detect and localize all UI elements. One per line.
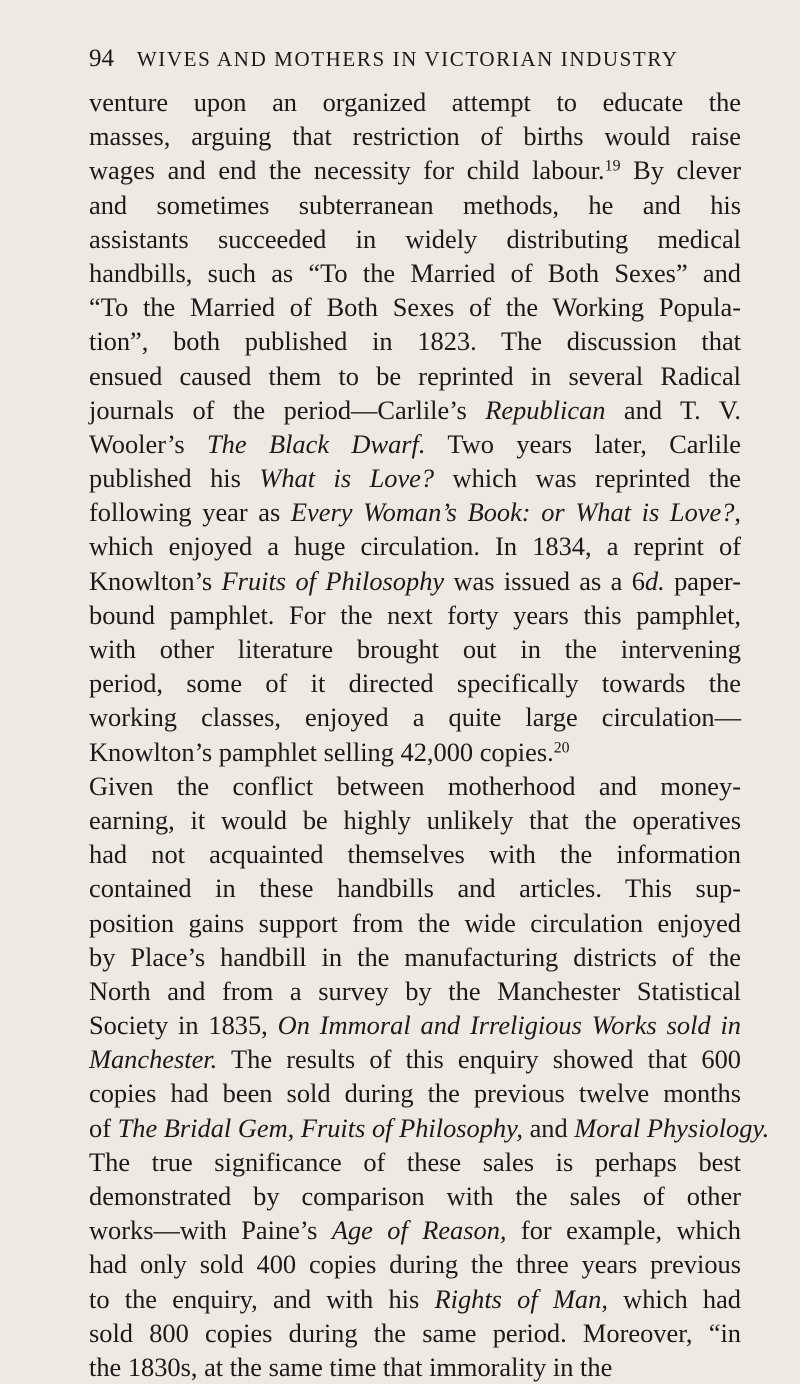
text-segment: North and from a survey by the Manchester Statistical bbox=[89, 975, 741, 1006]
text-segment: which enjoyed a huge circulation. In 1834, a reprint of bbox=[89, 531, 741, 562]
text-segment: published his bbox=[89, 463, 260, 494]
text-line bbox=[89, 632, 741, 666]
text-segment: Given the conflict between motherhood and money- bbox=[89, 770, 741, 801]
text-segment: period, some of it directed specifically towards the bbox=[89, 668, 741, 699]
footnote-ref: 20 bbox=[553, 738, 570, 756]
text-line bbox=[89, 1111, 770, 1145]
running-title: WIVES AND MOTHERS IN VICTORIAN INDUSTRY bbox=[136, 47, 679, 71]
text-line bbox=[89, 290, 741, 324]
text-segment: works—with Paine’s bbox=[89, 1215, 332, 1246]
text-line bbox=[89, 1350, 741, 1384]
text-segment: , bbox=[734, 497, 741, 528]
text-segment: Wooler’s bbox=[89, 428, 207, 459]
text-line bbox=[89, 1316, 741, 1350]
text-segment: for example, which bbox=[506, 1215, 741, 1246]
text-line bbox=[89, 769, 741, 803]
text-line bbox=[89, 1042, 741, 1076]
italic-title: The Black Dwarf. bbox=[207, 428, 426, 459]
text-line bbox=[89, 461, 741, 495]
text-segment: “To the Married of Both Sexes of the Working Popula- bbox=[89, 292, 741, 323]
text-line bbox=[89, 700, 741, 734]
italic-title: Moral Physiology. bbox=[574, 1112, 770, 1143]
text-line bbox=[89, 940, 741, 974]
italic-title: Manchester. bbox=[89, 1044, 218, 1075]
italic-title: Age of Reason, bbox=[331, 1215, 507, 1246]
text-segment: The results of this enquiry showed that 600 bbox=[217, 1044, 741, 1075]
text-line bbox=[89, 598, 741, 632]
italic-title: What is Love? bbox=[259, 463, 435, 494]
text-line bbox=[89, 222, 741, 256]
text-segment: had not acquainted themselves with the information bbox=[89, 839, 741, 870]
italic-title: Republican bbox=[485, 394, 606, 425]
text-segment: which was reprinted the bbox=[434, 463, 741, 494]
text-segment: ensued caused them to be reprinted in several Radical bbox=[89, 360, 741, 391]
text-segment: of bbox=[89, 1112, 118, 1143]
text-segment: which had bbox=[607, 1283, 741, 1314]
text-segment: working classes, enjoyed a quite large circulation— bbox=[89, 702, 741, 733]
text-segment: By clever bbox=[620, 155, 741, 186]
text-segment: had only sold 400 copies during the three years previous bbox=[89, 1249, 741, 1280]
text-line bbox=[89, 1145, 741, 1179]
text-segment: and sometimes subterranean methods, he and his bbox=[89, 189, 741, 220]
italic-title: Every Woman’s Book: or What is Love? bbox=[290, 497, 735, 528]
text-segment: Knowlton’s pamphlet selling 42,000 copies. bbox=[89, 736, 554, 767]
text-segment: with other literature brought out in the intervening bbox=[89, 634, 741, 664]
text-segment: following year as bbox=[89, 497, 291, 528]
text-segment: Society in 1835, bbox=[89, 1010, 278, 1041]
italic-title: The Bridal Gem, Fruits of Philosophy, bbox=[117, 1112, 523, 1143]
text-line bbox=[89, 427, 741, 461]
text-segment: tion”, both published in 1823. The discussion that bbox=[89, 326, 741, 357]
text-line bbox=[89, 1282, 741, 1316]
text-line bbox=[89, 393, 741, 427]
text-line bbox=[89, 974, 741, 1008]
text-line bbox=[89, 1076, 741, 1110]
text-segment: assistants succeeded in widely distributing medical bbox=[89, 223, 741, 254]
text-line bbox=[89, 359, 741, 393]
text-segment: handbills, such as “To the Married of Both Sexes” and bbox=[89, 257, 741, 288]
text-line bbox=[89, 529, 741, 563]
text-line bbox=[89, 1213, 741, 1247]
text-line bbox=[89, 85, 741, 119]
body-text bbox=[89, 85, 770, 1384]
text-line bbox=[89, 495, 741, 529]
text-line bbox=[89, 803, 741, 837]
text-segment: earning, it would be highly unlikely that the operatives bbox=[89, 804, 741, 835]
text-segment: by Place’s handbill in the manufacturing districts of the bbox=[89, 941, 741, 972]
text-segment: contained in these handbills and articles. This sup- bbox=[89, 873, 741, 904]
text-line bbox=[89, 1179, 741, 1213]
text-segment: paper- bbox=[664, 565, 741, 596]
page-number: 94 bbox=[89, 45, 114, 72]
text-segment: journals of the period—Carlile’s bbox=[89, 394, 486, 425]
italic-title: On Immoral and Irreligious Works sold in bbox=[277, 1010, 741, 1041]
text-line bbox=[89, 324, 741, 358]
text-line bbox=[89, 256, 741, 290]
text-segment: The true significance of these sales is perhaps best bbox=[89, 1146, 741, 1177]
text-segment: sold 800 copies during the same period. Moreover, “in bbox=[89, 1317, 741, 1348]
text-line bbox=[89, 188, 741, 222]
text-segment: and T. V. bbox=[605, 394, 741, 425]
text-line bbox=[89, 906, 741, 940]
text-segment: bound pamphlet. For the next forty years this pamphlet, bbox=[89, 599, 741, 630]
text-segment: the 1830s, at the same time that immorality in the bbox=[89, 1351, 613, 1382]
text-line bbox=[89, 666, 741, 700]
text-line bbox=[89, 153, 741, 187]
footnote-ref: 19 bbox=[604, 157, 621, 175]
text-line bbox=[89, 871, 741, 905]
text-line bbox=[89, 119, 741, 153]
text-line bbox=[89, 1247, 741, 1281]
text-segment: masses, arguing that restriction of births would raise bbox=[89, 121, 741, 152]
text-segment: Knowlton’s bbox=[89, 565, 222, 596]
text-segment: venture upon an organized attempt to educate the bbox=[89, 87, 741, 117]
text-segment: demonstrated by comparison with the sales of other bbox=[89, 1181, 741, 1211]
text-segment: Two years later, Carlile bbox=[425, 428, 742, 459]
text-segment: wages and end the necessity for child labour. bbox=[89, 155, 605, 186]
text-line bbox=[89, 1008, 741, 1042]
running-header bbox=[89, 45, 737, 73]
italic-title: Rights of Man, bbox=[434, 1283, 608, 1314]
text-segment: to the enquiry, and with his bbox=[89, 1283, 435, 1314]
text-line bbox=[89, 837, 741, 871]
text-segment: was issued as a 6 bbox=[444, 565, 645, 596]
italic-title: d. bbox=[644, 565, 665, 596]
text-line bbox=[89, 735, 741, 769]
text-segment: and bbox=[522, 1112, 575, 1143]
text-segment: copies had been sold during the previous twelve months bbox=[89, 1078, 741, 1109]
italic-title: Fruits of Philosophy bbox=[221, 565, 445, 596]
text-line bbox=[89, 564, 741, 598]
text-segment: position gains support from the wide circulation enjoyed bbox=[89, 907, 741, 938]
